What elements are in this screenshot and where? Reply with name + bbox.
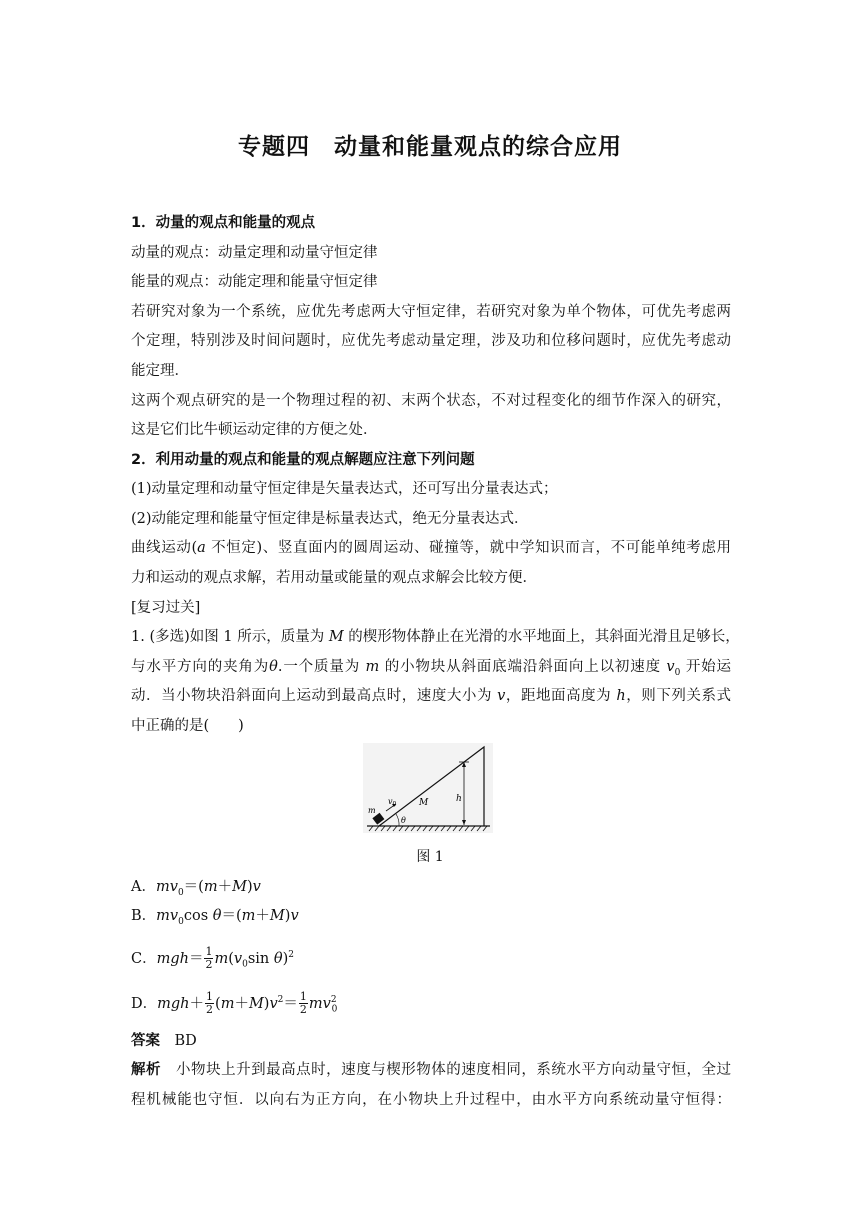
- page-title: 专题四 动量和能量观点的综合应用: [238, 134, 622, 160]
- section1-heading: 1．动量的观点和能量的观点: [131, 215, 316, 231]
- question-line: 与水平方向的夹角为θ.一个质量为 m 的小物块从斜面底端沿斜面向上以初速度 $v_0$ 开始运: [131, 659, 732, 678]
- analysis-line: 程机械能也守恒．以向右为正方向，在小物块上升过程中，由水平方向系统动量守恒得：: [131, 1092, 731, 1108]
- label-M: M: [419, 798, 429, 808]
- question-line: 1. (多选)如图 1 所示，质量为 M 的楔形物体静止在光滑的水平地面上，其斜面光滑且足够长，: [131, 629, 740, 645]
- section2-heading: 2．利用动量的观点和能量的观点解题应注意下列问题: [131, 452, 475, 468]
- paragraph-line: 力和运动的观点求解，若用动量或能量的观点求解会比较方便．: [131, 570, 537, 586]
- paragraph-line: 这是它们比牛顿运动定律的方便之处．: [131, 422, 378, 438]
- option-b: B．$mv_0\cos$ θ＝(m＋M)v: [131, 908, 299, 927]
- paragraph-line: 曲线运动(a 不恒定)、竖直面内的圆周运动、碰撞等，就中学知识而言，不可能单纯考虑用: [131, 540, 731, 556]
- option-a: A．$mv_0=(m+M)v$: [131, 879, 261, 898]
- energy-view-line: 能量的观点：动能定理和能量守恒定律: [131, 274, 378, 290]
- label-h: h: [456, 794, 462, 804]
- analysis-line: 解析 小物块上升到最高点时，速度与楔形物体的速度相同，系统水平方向动量守恒，全过: [131, 1062, 732, 1078]
- paragraph-line: 若研究对象为一个系统，应优先考虑两大守恒定律，若研究对象为单个物体，可优先考虑两: [131, 304, 731, 320]
- option-c: C．mgh＝ $\frac{1}{2}$ $m(v_0\sin$ θ)$^2$: [131, 945, 295, 972]
- option-d: D．mgh＋ $\frac{1}{2}$ $(m+M)v^2=$ $\frac{1}{2}$ $mv^2_0$: [131, 990, 338, 1017]
- answer-line: 答案 BD: [131, 1033, 197, 1049]
- question-line: 中正确的是( ): [131, 718, 244, 734]
- question-line: 动．当小物块沿斜面向上运动到最高点时，速度大小为 v，距地面高度为 h，则下列关系式: [131, 688, 732, 704]
- label-v0: $v_0$: [388, 797, 397, 808]
- label-theta: θ: [401, 816, 406, 825]
- point1-line: (1)动量定理和动量守恒定律是矢量表达式，还可写出分量表达式；: [131, 481, 558, 497]
- point2-line: (2)动能定理和能量守恒定律是标量表达式，绝无分量表达式．: [131, 511, 529, 527]
- paragraph-line: 能定理．: [131, 363, 189, 379]
- wedge-figure: [363, 743, 493, 833]
- label-m: m: [368, 806, 376, 815]
- review-heading: [复习过关]: [131, 600, 201, 616]
- paragraph-line: 个定理，特别涉及时间问题时，应优先考虑动量定理，涉及功和位移问题时，应优先考虑动: [131, 333, 731, 349]
- paragraph-line: 这两个观点研究的是一个物理过程的初、末两个状态，不对过程变化的细节作深入的研究，: [131, 393, 731, 409]
- figure-caption: 图 1: [416, 849, 444, 865]
- momentum-view-line: 动量的观点：动量定理和动量守恒定律: [131, 245, 378, 261]
